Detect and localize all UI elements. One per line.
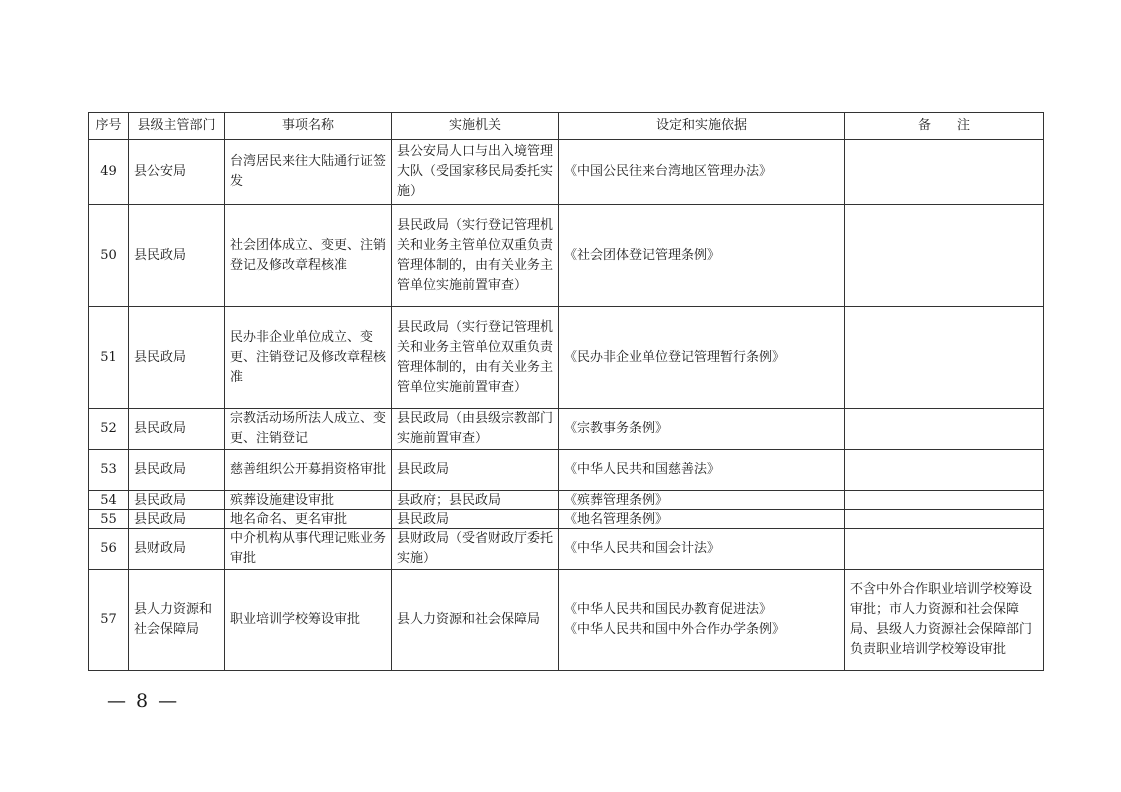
header-agency: 实施机关 bbox=[392, 113, 559, 140]
row-basis: 《殡葬管理条例》 bbox=[559, 491, 845, 510]
row-no: 57 bbox=[89, 570, 129, 671]
row-no: 54 bbox=[89, 491, 129, 510]
row-item: 殡葬设施建设审批 bbox=[225, 491, 392, 510]
row-item: 台湾居民来往大陆通行证签发 bbox=[225, 140, 392, 205]
row-no: 50 bbox=[89, 205, 129, 307]
row-basis-line-1: 《中华人民共和国民办教育促进法》 bbox=[564, 602, 773, 617]
row-remark bbox=[845, 205, 1044, 307]
header-remark: 备 注 bbox=[845, 113, 1044, 140]
row-item: 宗教活动场所法人成立、变更、注销登记 bbox=[225, 409, 392, 450]
row-item: 慈善组织公开募捐资格审批 bbox=[225, 450, 392, 491]
row-no: 52 bbox=[89, 409, 129, 450]
row-basis: 《民办非企业单位登记管理暂行条例》 bbox=[559, 307, 845, 409]
row-basis: 《宗教事务条例》 bbox=[559, 409, 845, 450]
table-row bbox=[89, 409, 1044, 450]
row-basis: 《中国公民往来台湾地区管理办法》 bbox=[559, 140, 845, 205]
row-agency: 县民政局 bbox=[392, 510, 559, 529]
row-no: 55 bbox=[89, 510, 129, 529]
row-basis-line-2: 《中华人民共和国中外合作办学条例》 bbox=[564, 622, 786, 637]
header-item: 事项名称 bbox=[225, 113, 392, 140]
row-agency: 县政府；县民政局 bbox=[392, 491, 559, 510]
row-dept: 县民政局 bbox=[129, 307, 225, 409]
row-remark bbox=[845, 307, 1044, 409]
row-basis: 《中华人民共和国会计法》 bbox=[559, 529, 845, 570]
header-no: 序号 bbox=[89, 113, 129, 140]
table-row bbox=[89, 450, 1044, 491]
row-dept: 县民政局 bbox=[129, 205, 225, 307]
table-row bbox=[89, 510, 1044, 529]
row-dept: 县财政局 bbox=[129, 529, 225, 570]
row-agency: 县民政局 bbox=[392, 450, 559, 491]
row-agency: 县民政局（实行登记管理机关和业务主管单位双重负责管理体制的，由有关业务主管单位实施前置审查） bbox=[392, 205, 559, 307]
row-item: 中介机构从事代理记账业务审批 bbox=[225, 529, 392, 570]
row-remark bbox=[845, 140, 1044, 205]
row-remark bbox=[845, 529, 1044, 570]
row-item: 社会团体成立、变更、注销登记及修改章程核准 bbox=[225, 205, 392, 307]
page-number: — 8 — bbox=[107, 690, 180, 712]
row-remark bbox=[845, 510, 1044, 529]
header-basis: 设定和实施依据 bbox=[559, 113, 845, 140]
row-basis bbox=[559, 570, 845, 671]
row-dept: 县民政局 bbox=[129, 450, 225, 491]
row-agency: 县公安局人口与出入境管理大队（受国家移民局委托实施） bbox=[392, 140, 559, 205]
row-dept: 县人力资源和社会保障局 bbox=[129, 570, 225, 671]
table-row bbox=[89, 570, 1044, 671]
row-item: 民办非企业单位成立、变更、注销登记及修改章程核准 bbox=[225, 307, 392, 409]
row-agency: 县民政局（实行登记管理机关和业务主管单位双重负责管理体制的，由有关业务主管单位实施前置审查） bbox=[392, 307, 559, 409]
row-no: 49 bbox=[89, 140, 129, 205]
row-agency: 县财政局（受省财政厅委托实施） bbox=[392, 529, 559, 570]
row-no: 53 bbox=[89, 450, 129, 491]
administrative-approval-table bbox=[88, 112, 1044, 671]
row-basis: 《中华人民共和国慈善法》 bbox=[559, 450, 845, 491]
header-dept: 县级主管部门 bbox=[129, 113, 225, 140]
table-row bbox=[89, 140, 1044, 205]
row-dept: 县民政局 bbox=[129, 510, 225, 529]
row-dept: 县公安局 bbox=[129, 140, 225, 205]
row-agency: 县民政局（由县级宗教部门实施前置审查） bbox=[392, 409, 559, 450]
row-agency: 县人力资源和社会保障局 bbox=[392, 570, 559, 671]
table-row bbox=[89, 491, 1044, 510]
table-header-row bbox=[89, 113, 1044, 140]
table-row bbox=[89, 529, 1044, 570]
row-dept: 县民政局 bbox=[129, 409, 225, 450]
row-remark bbox=[845, 450, 1044, 491]
row-dept: 县民政局 bbox=[129, 491, 225, 510]
row-basis: 《地名管理条例》 bbox=[559, 510, 845, 529]
table-row bbox=[89, 205, 1044, 307]
row-remark bbox=[845, 409, 1044, 450]
row-remark: 不含中外合作职业培训学校筹设审批；市人力资源和社会保障局、县级人力资源社会保障部门负责职业培训学校筹设审批 bbox=[845, 570, 1044, 671]
row-item: 职业培训学校筹设审批 bbox=[225, 570, 392, 671]
table-row bbox=[89, 307, 1044, 409]
row-remark bbox=[845, 491, 1044, 510]
row-item: 地名命名、更名审批 bbox=[225, 510, 392, 529]
row-no: 51 bbox=[89, 307, 129, 409]
row-basis: 《社会团体登记管理条例》 bbox=[559, 205, 845, 307]
row-no: 56 bbox=[89, 529, 129, 570]
